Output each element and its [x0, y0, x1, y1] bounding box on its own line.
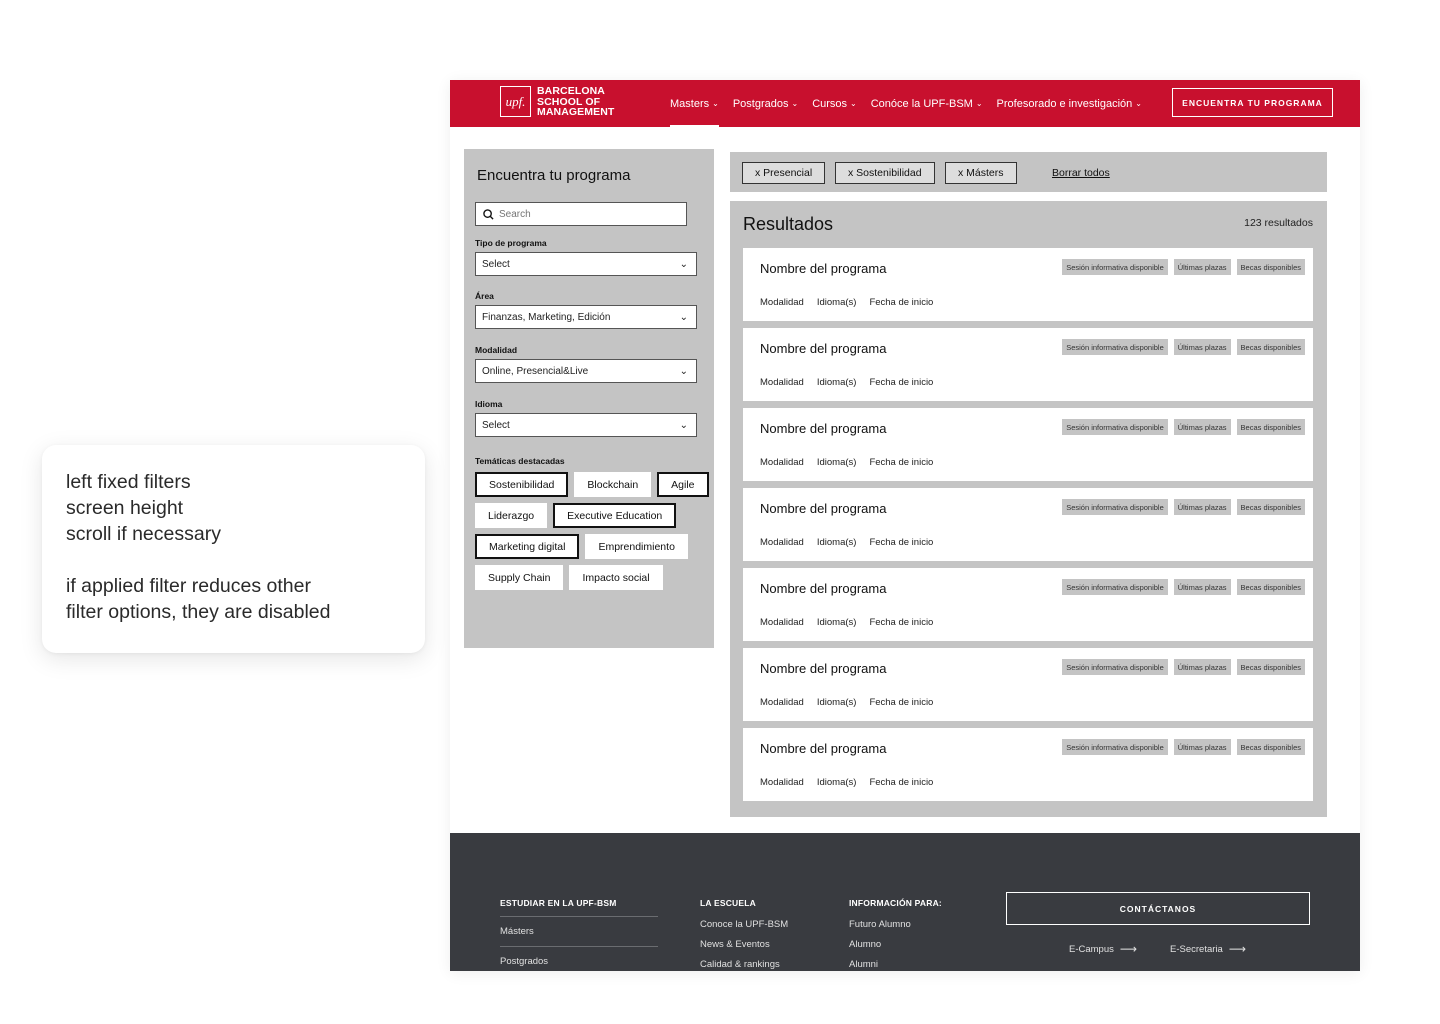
nav-item-masters[interactable]	[670, 80, 719, 127]
logo-text	[537, 86, 614, 118]
badge-last-places: Últimas plazas	[1174, 499, 1231, 515]
badge-last-places: Últimas plazas	[1174, 259, 1231, 275]
badge-scholarships: Becas disponibles	[1237, 339, 1305, 355]
filters-title: Encuentra tu programa	[477, 167, 631, 184]
tipo-label: Tipo de programa	[475, 238, 547, 248]
note-paragraph-1	[66, 469, 401, 547]
badge-scholarships: Becas disponibles	[1237, 499, 1305, 515]
meta-modalidad: Modalidad	[760, 697, 804, 708]
logo-line: MANAGEMENT	[537, 106, 615, 118]
site-footer	[450, 833, 1360, 971]
select-value: Select	[482, 258, 510, 270]
footer-link-postgrados[interactable]: Postgrados	[500, 956, 549, 967]
footer-heading-informacion: INFORMACIÓN PARA:	[849, 898, 942, 908]
contact-button[interactable]: CONTÁCTANOS	[1006, 892, 1310, 925]
badge-info-session: Sesión informativa disponible	[1062, 259, 1168, 275]
chip-row	[475, 534, 707, 559]
card-meta	[760, 457, 946, 468]
card-badges	[1056, 259, 1305, 275]
nav-label: Cursos	[812, 97, 848, 110]
modalidad-label: Modalidad	[475, 345, 518, 355]
applied-tag-sostenibilidad[interactable]: x Sostenibilidad	[835, 162, 935, 184]
badge-last-places: Últimas plazas	[1174, 659, 1231, 675]
result-card[interactable]	[743, 488, 1313, 561]
nav-item-conoce[interactable]	[871, 80, 983, 127]
chevron-down-icon: ⌄	[1135, 99, 1142, 108]
meta-modalidad: Modalidad	[760, 537, 804, 548]
idioma-label: Idioma	[475, 399, 503, 409]
card-badges	[1056, 339, 1305, 355]
site-header	[450, 80, 1360, 127]
meta-modalidad: Modalidad	[760, 617, 804, 628]
chip-impacto-social[interactable]: Impacto social	[569, 565, 662, 590]
result-card[interactable]	[743, 568, 1313, 641]
nav-item-profesorado[interactable]	[997, 80, 1142, 127]
chip-liderazgo[interactable]: Liderazgo	[475, 503, 547, 528]
chip-agile[interactable]: Agile	[657, 472, 708, 497]
search-field[interactable]	[475, 202, 687, 226]
logo-line: SCHOOL OF	[537, 95, 601, 108]
program-name: Nombre del programa	[760, 661, 887, 676]
chip-emprendimiento[interactable]: Emprendimiento	[585, 534, 687, 559]
badge-info-session: Sesión informativa disponible	[1062, 659, 1168, 675]
program-name: Nombre del programa	[760, 741, 887, 756]
badge-info-session: Sesión informativa disponible	[1062, 739, 1168, 755]
area-label: Área	[475, 291, 494, 301]
result-card[interactable]	[743, 328, 1313, 401]
footer-divider	[500, 916, 658, 917]
ecampus-label: E-Campus	[1069, 943, 1114, 955]
main-nav	[670, 80, 1156, 127]
arrow-right-icon: ⟶	[1119, 942, 1138, 956]
select-value: Online, Presencial&Live	[482, 365, 589, 377]
clear-all-link[interactable]: Borrar todos	[1052, 167, 1110, 179]
meta-idioma: Idioma(s)	[816, 617, 857, 628]
tematicas-label: Temáticas destacadas	[475, 456, 565, 466]
applied-tag-presencial[interactable]: x Presencial	[742, 162, 825, 184]
program-name: Nombre del programa	[760, 341, 887, 356]
meta-fecha: Fecha de inicio	[869, 457, 934, 468]
chevron-down-icon: ⌄	[712, 99, 719, 108]
meta-fecha: Fecha de inicio	[869, 777, 934, 788]
nav-label: Postgrados	[732, 97, 789, 110]
note-line: if applied filter reduces other	[66, 575, 311, 597]
card-meta	[760, 377, 946, 388]
tipo-select[interactable]	[475, 252, 697, 276]
chevron-down-icon: ⌄	[679, 258, 688, 270]
card-badges	[1056, 419, 1305, 435]
badge-scholarships: Becas disponibles	[1237, 579, 1305, 595]
badge-last-places: Últimas plazas	[1174, 579, 1231, 595]
program-name: Nombre del programa	[760, 421, 887, 436]
chip-sostenibilidad[interactable]: Sostenibilidad	[475, 472, 568, 497]
badge-last-places: Últimas plazas	[1174, 339, 1231, 355]
note-line: screen height	[66, 497, 184, 519]
footer-heading-escuela: LA ESCUELA	[700, 898, 756, 908]
select-value: Select	[482, 419, 510, 431]
filters-panel	[464, 149, 714, 648]
topic-chips	[475, 472, 707, 596]
meta-modalidad: Modalidad	[760, 777, 804, 788]
badge-scholarships: Becas disponibles	[1237, 419, 1305, 435]
meta-modalidad: Modalidad	[760, 297, 804, 308]
note-paragraph-2	[66, 573, 401, 625]
select-value: Finanzas, Marketing, Edición	[482, 311, 611, 323]
meta-fecha: Fecha de inicio	[869, 377, 934, 388]
meta-idioma: Idioma(s)	[816, 537, 857, 548]
ecampus-link[interactable]	[1069, 942, 1137, 956]
meta-idioma: Idioma(s)	[816, 297, 857, 308]
program-name: Nombre del programa	[760, 501, 887, 516]
applied-filters-bar	[730, 152, 1327, 192]
esecretaria-link[interactable]	[1170, 942, 1246, 956]
program-name: Nombre del programa	[760, 261, 887, 276]
footer-link-futuro-alumno[interactable]: Futuro Alumno	[849, 919, 911, 930]
results-panel	[730, 201, 1327, 817]
badge-info-session: Sesión informativa disponible	[1062, 579, 1168, 595]
badge-scholarships: Becas disponibles	[1237, 739, 1305, 755]
nav-item-postgrados[interactable]	[733, 80, 798, 127]
logo[interactable]	[500, 86, 614, 118]
chip-row	[475, 503, 707, 528]
applied-tag-masters[interactable]: x Másters	[945, 162, 1017, 184]
meta-modalidad: Modalidad	[760, 377, 804, 388]
nav-label: Masters	[670, 97, 710, 110]
nav-label: Conóce la UPF-BSM	[870, 97, 973, 110]
search-input[interactable]	[499, 209, 679, 220]
find-program-button[interactable]: ENCUENTRA TU PROGRAMA	[1172, 88, 1333, 117]
badge-info-session: Sesión informativa disponible	[1062, 419, 1168, 435]
card-badges	[1056, 579, 1305, 595]
card-meta	[760, 617, 946, 628]
chevron-down-icon: ⌄	[679, 419, 688, 431]
result-card[interactable]	[743, 648, 1313, 721]
chevron-down-icon: ⌄	[850, 99, 857, 108]
program-name: Nombre del programa	[760, 581, 887, 596]
nav-label: Profesorado e investigación	[996, 97, 1133, 110]
footer-heading-estudiar: ESTUDIAR EN LA UPF-BSM	[500, 898, 617, 908]
page-frame	[450, 80, 1360, 971]
note-line: left fixed filters	[66, 471, 191, 493]
badge-last-places: Últimas plazas	[1174, 419, 1231, 435]
badge-last-places: Últimas plazas	[1174, 739, 1231, 755]
card-badges	[1056, 659, 1305, 675]
badge-scholarships: Becas disponibles	[1237, 259, 1305, 275]
card-meta	[760, 697, 946, 708]
meta-idioma: Idioma(s)	[816, 697, 857, 708]
footer-divider	[500, 946, 658, 947]
meta-idioma: Idioma(s)	[816, 777, 857, 788]
results-count: 123 resultados	[1244, 217, 1313, 229]
arrow-right-icon: ⟶	[1228, 942, 1247, 956]
badge-info-session: Sesión informativa disponible	[1062, 339, 1168, 355]
result-card[interactable]	[743, 408, 1313, 481]
meta-fecha: Fecha de inicio	[869, 537, 934, 548]
annotation-note	[42, 445, 425, 653]
badge-scholarships: Becas disponibles	[1237, 659, 1305, 675]
modalidad-select[interactable]	[475, 359, 697, 383]
chevron-down-icon: ⌄	[975, 99, 983, 108]
footer-link-alumni[interactable]: Alumni	[849, 959, 879, 970]
card-meta	[760, 297, 946, 308]
logo-line: BARCELONA	[537, 85, 605, 97]
footer-link-calidad[interactable]: Calidad & rankings	[700, 959, 780, 970]
meta-fecha: Fecha de inicio	[869, 297, 934, 308]
search-icon	[483, 209, 494, 220]
meta-idioma: Idioma(s)	[816, 377, 857, 388]
result-card[interactable]	[743, 728, 1313, 801]
card-badges	[1056, 499, 1305, 515]
footer-link-alumno[interactable]: Alumno	[849, 939, 882, 950]
meta-modalidad: Modalidad	[760, 457, 804, 468]
chip-blockchain[interactable]: Blockchain	[574, 472, 651, 497]
chip-marketing-digital[interactable]: Marketing digital	[475, 534, 579, 559]
meta-fecha: Fecha de inicio	[869, 697, 934, 708]
area-select[interactable]	[475, 305, 697, 329]
card-meta	[760, 777, 946, 788]
chip-supply-chain[interactable]: Supply Chain	[475, 565, 563, 590]
chevron-down-icon: ⌄	[679, 311, 688, 323]
meta-idioma: Idioma(s)	[816, 457, 857, 468]
card-badges	[1056, 739, 1305, 755]
idioma-select[interactable]	[475, 413, 697, 437]
chip-row	[475, 565, 707, 590]
esecretaria-label: E-Secretaria	[1170, 943, 1223, 955]
footer-link-conoce[interactable]: Conoce la UPF-BSM	[700, 919, 789, 930]
footer-link-masters[interactable]: Másters	[500, 926, 534, 937]
chip-executive-education[interactable]: Executive Education	[553, 503, 676, 528]
note-line: scroll if necessary	[66, 523, 221, 545]
footer-link-news[interactable]: News & Eventos	[700, 939, 770, 950]
chip-row	[475, 472, 707, 497]
badge-info-session: Sesión informativa disponible	[1062, 499, 1168, 515]
note-line: filter options, they are disabled	[66, 601, 331, 623]
nav-item-cursos[interactable]	[812, 80, 857, 127]
result-card[interactable]	[743, 248, 1313, 321]
chevron-down-icon: ⌄	[679, 365, 688, 377]
meta-fecha: Fecha de inicio	[869, 617, 934, 628]
card-meta	[760, 537, 946, 548]
chevron-down-icon: ⌄	[791, 99, 799, 108]
results-title: Resultados	[743, 214, 834, 234]
upf-logo-mark: upf.	[500, 86, 531, 117]
